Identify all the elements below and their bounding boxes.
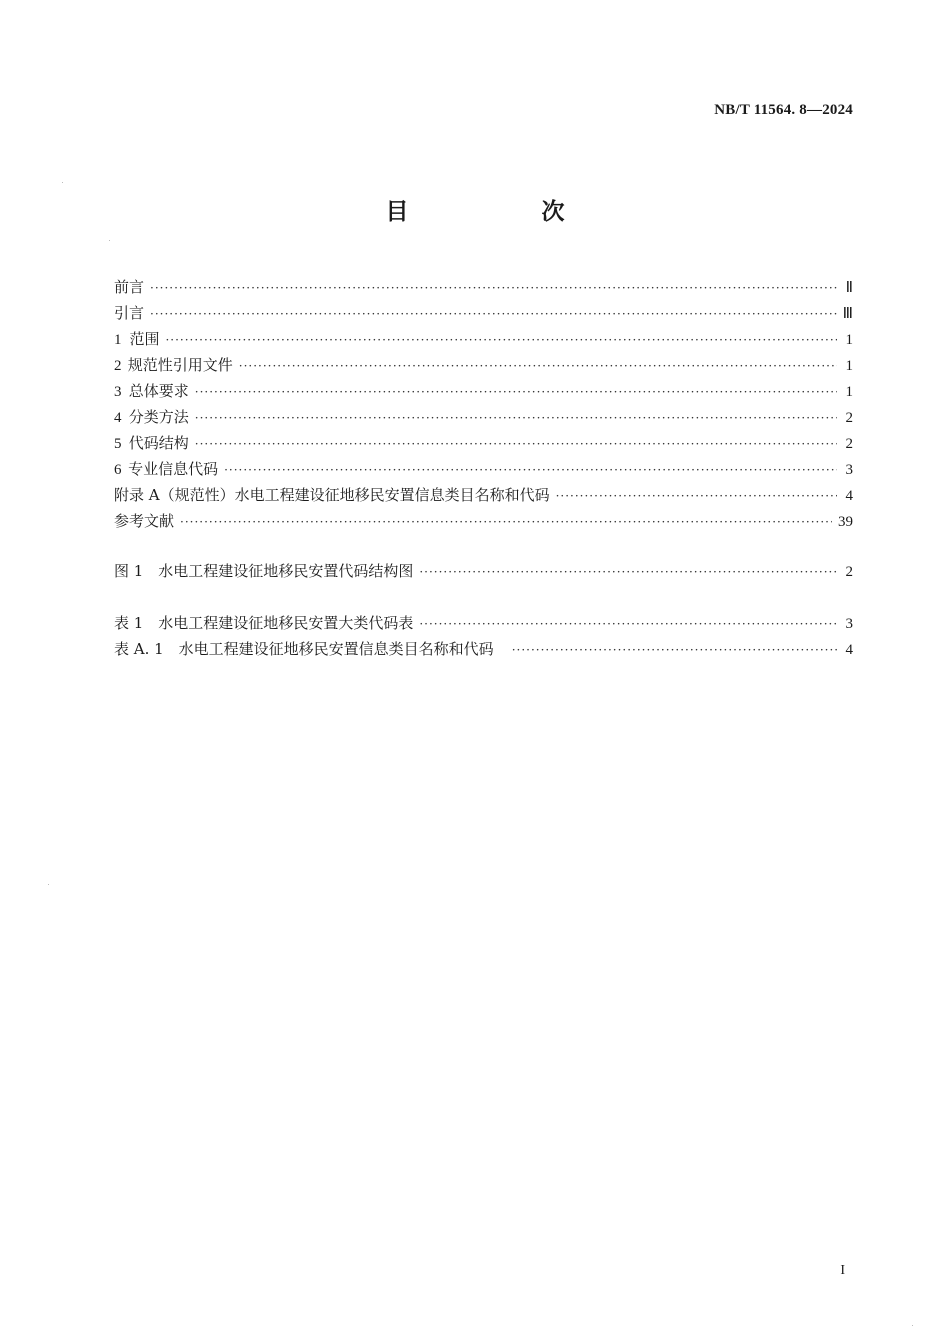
toc-entry[interactable]: [114, 456, 853, 482]
toc-entry-page: 39: [838, 514, 853, 530]
scan-speck: [48, 884, 49, 885]
toc-entry-page: 1: [845, 358, 853, 374]
toc-figures: [114, 558, 853, 584]
toc-entry-page: 4: [845, 488, 853, 504]
toc-entry[interactable]: [114, 404, 853, 430]
toc-entry-appendix[interactable]: [114, 482, 853, 508]
toc-leader: [150, 275, 837, 301]
toc-entry-number: 5: [114, 436, 122, 452]
toc-entry-label: 分类方法: [128, 408, 189, 426]
toc-entry-label: 规范性引用文件: [127, 356, 233, 374]
toc-entry-label: 引言: [114, 304, 145, 322]
toc-entry-label: 总体要求: [128, 382, 189, 400]
toc-entry-number: 2: [114, 358, 122, 374]
toc-table-entry[interactable]: [114, 636, 853, 662]
toc-entry-label: 代码结构: [128, 434, 189, 452]
scan-speck: [62, 182, 63, 183]
toc-entry-label: 表 1 水电工程建设征地移民安置大类代码表: [114, 614, 414, 632]
toc-entry-page: 3: [845, 616, 853, 632]
toc-entry-page: 1: [845, 332, 853, 348]
page-number: I: [840, 1263, 845, 1278]
toc-leader: [195, 405, 837, 431]
toc-leader: [224, 457, 837, 483]
scan-speck: [912, 1325, 913, 1326]
toc-entry-label: 附录 A（规范性）水电工程建设征地移民安置信息类目名称和代码: [114, 486, 550, 504]
toc-leader: [512, 637, 837, 663]
toc-table-entry[interactable]: [114, 610, 853, 636]
toc-entry[interactable]: [114, 352, 853, 378]
toc-leader: [165, 327, 837, 353]
toc-entry[interactable]: [114, 430, 853, 456]
toc-entry-label: 表 A. 1 水电工程建设征地移民安置信息类目名称和代码: [114, 640, 494, 658]
toc-leader: [239, 353, 837, 379]
toc-entry-page: 3: [845, 462, 853, 478]
toc-leader: [556, 483, 837, 509]
toc-entry-page: 4: [845, 642, 853, 658]
toc-entry-label: 图 1 水电工程建设征地移民安置代码结构图: [114, 562, 414, 580]
toc-entry-page: 2: [845, 410, 853, 426]
toc-entry-label: 范围: [129, 330, 160, 348]
page-title: 目 次: [385, 199, 620, 225]
toc-tables: [114, 610, 853, 662]
toc-figure-entry[interactable]: [114, 558, 853, 584]
toc-entry-page: Ⅲ: [842, 306, 853, 322]
toc-entry-number: 3: [114, 384, 122, 400]
standard-number: NB/T 11564. 8—2024: [714, 102, 853, 118]
toc-entry-label: 参考文献: [114, 512, 175, 530]
toc-entry-number: 1: [114, 332, 122, 348]
toc-entry-number: 4: [114, 410, 122, 426]
toc-entry-label: 前言: [114, 278, 145, 296]
toc-entry[interactable]: [114, 326, 853, 352]
scan-speck: [109, 240, 110, 241]
toc-leader: [150, 301, 837, 327]
toc-entry-number: 6: [114, 462, 122, 478]
toc-entry-label: 专业信息代码: [128, 460, 219, 478]
toc-leader: [419, 611, 837, 637]
toc-entry-page: 1: [845, 384, 853, 400]
toc-leader: [419, 559, 837, 585]
toc-entry[interactable]: [114, 300, 853, 326]
toc-entry-page: 2: [845, 436, 853, 452]
toc-entry-references[interactable]: [114, 508, 853, 534]
toc-leader: [180, 509, 832, 535]
toc-leader: [195, 379, 837, 405]
toc-entry-page: Ⅱ: [845, 280, 853, 296]
toc-entry[interactable]: [114, 274, 853, 300]
toc-entry-page: 2: [845, 564, 853, 580]
toc-leader: [195, 431, 837, 457]
toc-main: [114, 274, 853, 534]
toc-entry[interactable]: [114, 378, 853, 404]
